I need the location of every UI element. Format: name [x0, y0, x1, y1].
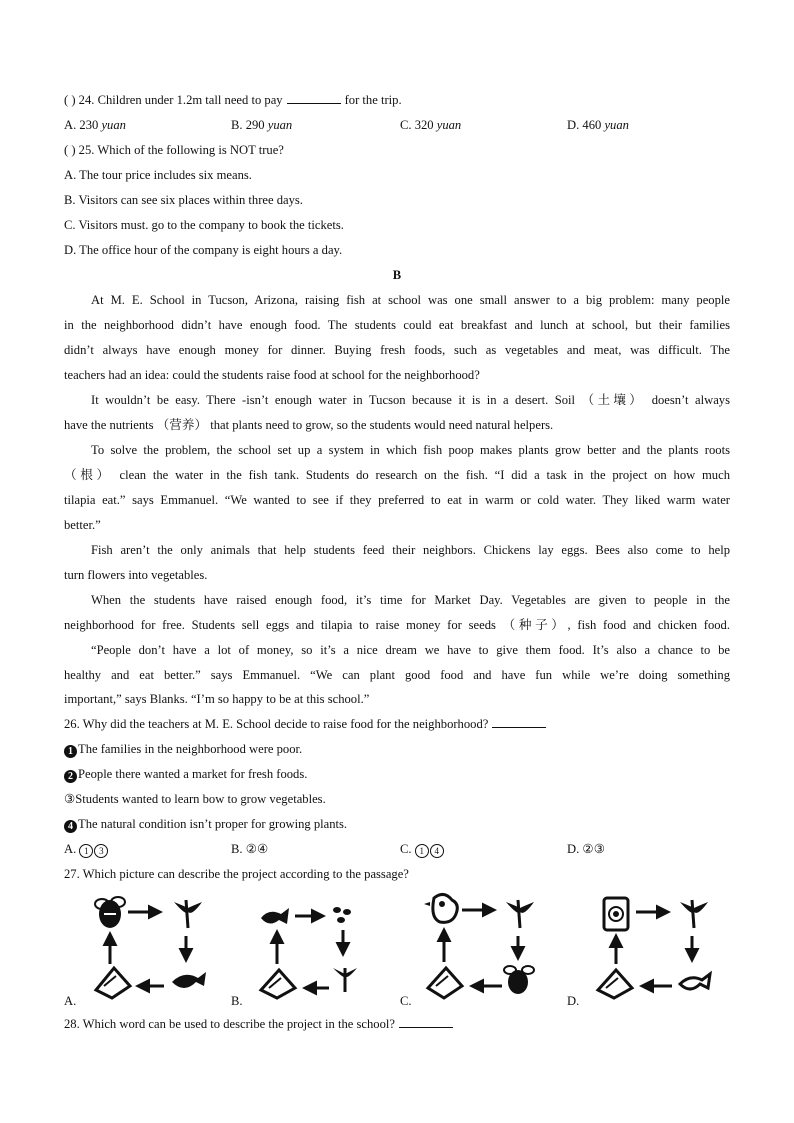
passage-line: At M. E. School in Tucson, Arizona, raising fish at school was one small answer to a big problem: many people	[91, 293, 730, 307]
fish-icon	[680, 974, 710, 989]
passage-line: better.”	[64, 518, 101, 532]
q25-option-c[interactable]: C. Visitors must. go to the company to book the tickets.	[64, 218, 344, 232]
answer-blank[interactable]	[287, 92, 341, 104]
diagram-c[interactable]	[422, 890, 542, 1002]
q28-stem: 28. Which word can be used to describe the project in the school?	[64, 1016, 730, 1032]
q24-option-d[interactable]: D. 460 yuan	[567, 118, 629, 132]
passage-line: When the students have raised enough food, it’s time for Market Day. Vegetables are given to people in the	[91, 593, 730, 607]
q26-option-b[interactable]: B. ②④	[231, 842, 269, 856]
picture-label-b[interactable]: B.	[231, 994, 243, 1008]
picture-label-c[interactable]: C.	[400, 994, 412, 1008]
q26-item: 4 The natural condition isn’t proper for growing plants.	[64, 816, 730, 833]
q25-option-a[interactable]: A. The tour price includes six means.	[64, 168, 252, 182]
bee-icon	[504, 966, 534, 994]
fish-tank-icon	[96, 968, 130, 998]
q25-option-b[interactable]: B. Visitors can see six places within three days.	[64, 193, 303, 207]
passage-line: It wouldn’t be easy. There -isn’t enough water in Tucson because it is in a desert. Soil （土壤） doesn’t always	[91, 393, 730, 407]
chicken-icon	[424, 894, 457, 922]
passage-line: turn flowers into vegetables.	[64, 568, 208, 582]
q26-item: ③Students wanted to learn bow to grow vegetables.	[64, 792, 326, 806]
answer-blank[interactable]	[399, 1016, 453, 1028]
diagram-a[interactable]	[88, 890, 228, 1002]
plant-icon	[506, 900, 534, 928]
q26-stem: 26. Why did the teachers at M. E. School decide to raise food for the neighborhood?	[64, 716, 730, 732]
passage-line: didn’t always have enough money for dinner. Buying fresh foods, such as vegetables and meat, was difficult. The	[64, 343, 730, 357]
section-heading: B	[392, 268, 402, 282]
passage-line: in the neighborhood didn’t have enough food. The students could eat breakfast and lunch at school, but their families	[64, 318, 730, 332]
passage-line: To solve the problem, the school set up a system in which fish poop makes plants grow better and the plants roots	[91, 443, 730, 457]
q26-item: 1 The families in the neighborhood were poor.	[64, 741, 730, 758]
q27-stem: 27. Which picture can describe the project according to the passage?	[64, 867, 409, 881]
passage-line: important,” says Blanks. “I’m so happy to be at this school.”	[64, 692, 370, 706]
seeds-icon	[333, 907, 351, 923]
q24-option-a[interactable]: A. 230 yuan	[64, 118, 126, 132]
fish-food-can-icon	[604, 898, 628, 930]
q26-option-d[interactable]: D. ②③	[567, 842, 605, 856]
answer-blank[interactable]	[492, 716, 546, 728]
plant-icon	[333, 968, 357, 992]
picture-label-a[interactable]: A.	[64, 994, 77, 1008]
passage-line: Fish aren’t the only animals that help students feed their neighbors. Chickens lay eggs. Bees also come to help	[91, 543, 730, 557]
passage-line: tilapia eat.” says Emmanuel. “We wanted to see if they preferred to eat in warm or cold water. They liked warm water	[64, 493, 730, 507]
fish-icon	[261, 908, 289, 924]
fish-icon	[172, 972, 206, 988]
diagram-d[interactable]	[590, 890, 720, 1002]
diagram-b[interactable]	[255, 890, 365, 1002]
picture-label-d[interactable]: D.	[567, 994, 580, 1008]
q24-option-c[interactable]: C. 320 yuan	[400, 118, 462, 132]
q26-item: 2 People there wanted a market for fresh foods.	[64, 766, 730, 783]
q24-option-b[interactable]: B. 290 yuan	[231, 118, 293, 132]
passage-line: healthy and eat better.” says Emmanuel. “We can plant good food and have fun while we’re doing something	[64, 668, 730, 682]
fish-tank-icon	[598, 970, 632, 998]
plant-icon	[680, 900, 708, 928]
fish-tank-icon	[428, 968, 462, 998]
passage-line: teachers had an idea: could the students raise food at school for the neighborhood?	[64, 368, 480, 382]
q24-stem: ( ) 24. Children under 1.2m tall need to pay for the trip.	[64, 93, 402, 107]
q26-option-c[interactable]: C. 1 4	[400, 841, 445, 858]
q25-stem: ( ) 25. Which of the following is NOT true?	[64, 143, 284, 157]
passage-line: “People don’t have a lot of money, so it’s a nice dream we have to give them food. It’s also a chance to be	[91, 643, 730, 657]
passage-line: neighborhood for free. Students sell eggs and tilapia to raise money for seeds （种子）, fish food and chicken food.	[64, 618, 730, 632]
passage-line: have the nutrients （营养） that plants need to grow, so the students would need natural helpers.	[64, 418, 554, 432]
q25-option-d[interactable]: D. The office hour of the company is eight hours a day.	[64, 243, 343, 257]
bee-icon	[95, 897, 125, 928]
passage-line: （根） clean the water in the fish tank. Students do research on the fish. “I did a task in the project on how much	[64, 468, 730, 482]
plant-icon	[174, 900, 202, 928]
fish-tank-icon	[261, 970, 295, 998]
q26-option-a[interactable]: A. 1 3	[64, 841, 109, 858]
